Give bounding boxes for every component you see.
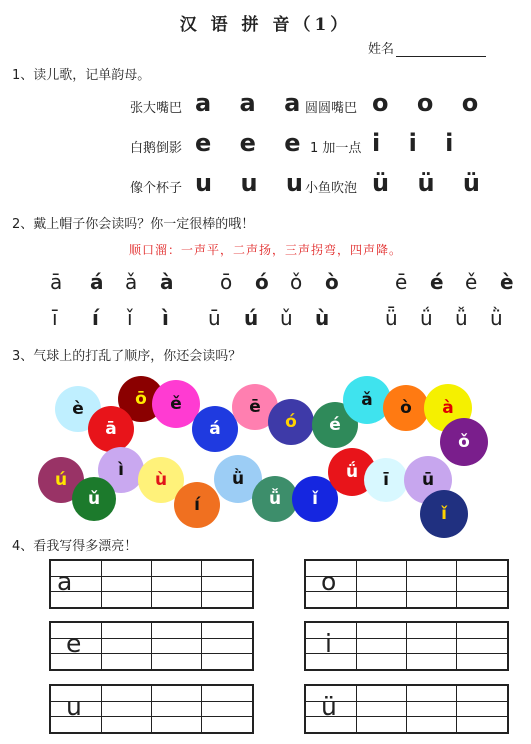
writing-letter: i bbox=[325, 629, 332, 658]
balloon: ǐ bbox=[292, 476, 338, 522]
rhyme-letters: u u u bbox=[195, 169, 313, 197]
writing-letter: e bbox=[66, 629, 82, 658]
balloon: ǜ bbox=[214, 455, 262, 503]
writing-letter: u bbox=[66, 692, 82, 721]
balloon: à bbox=[424, 384, 472, 432]
tone-mark: ù bbox=[315, 306, 330, 330]
tone-mark: í bbox=[92, 306, 99, 330]
name-underline[interactable] bbox=[396, 44, 486, 57]
rhyme-letters: i i i bbox=[372, 129, 464, 157]
tone-mark: ě bbox=[465, 270, 478, 294]
rhyme-letters: o o o bbox=[372, 89, 489, 117]
balloon: ó bbox=[268, 399, 314, 445]
question-1-prompt: 1、读儿歌，记单韵母。 bbox=[12, 68, 151, 83]
tone-mark: ē bbox=[395, 270, 408, 294]
balloon: ǔ bbox=[72, 477, 116, 521]
tone-mark: ǔ bbox=[280, 306, 293, 330]
question-3-prompt: 3、气球上的打乱了顺序，你还会读吗？ bbox=[12, 349, 242, 364]
tone-mark: ā bbox=[50, 270, 63, 294]
balloon: ā bbox=[88, 406, 134, 452]
tone-mark: ǚ bbox=[455, 306, 468, 330]
balloon: è bbox=[55, 386, 101, 432]
balloon: í bbox=[174, 482, 220, 528]
balloon: ù bbox=[138, 457, 184, 503]
tone-row-1 bbox=[0, 270, 531, 296]
tone-mark: ú bbox=[244, 306, 259, 330]
tone-mark: ò bbox=[325, 270, 339, 294]
writing-grid-e[interactable] bbox=[49, 621, 254, 671]
balloon: ǒ bbox=[440, 418, 488, 466]
writing-grid-i[interactable] bbox=[304, 621, 509, 671]
tone-mark: ǜ bbox=[490, 306, 503, 330]
name-label: 姓名 bbox=[367, 42, 394, 57]
writing-grid-v[interactable] bbox=[304, 684, 509, 734]
writing-letter: ü bbox=[321, 692, 337, 721]
rhyme-label: 像个杯子 bbox=[130, 181, 183, 196]
tone-mark: è bbox=[500, 270, 514, 294]
tone-mark: ǐ bbox=[127, 306, 133, 330]
tone-rhyme-note: 顺口溜：一声平，二声扬，三声拐弯，四声降。 bbox=[128, 243, 402, 257]
balloon: ò bbox=[383, 385, 429, 431]
balloon: ǚ bbox=[252, 476, 298, 522]
tone-mark: ǖ bbox=[385, 306, 398, 330]
tone-mark: ǒ bbox=[290, 270, 303, 294]
tone-mark: é bbox=[430, 270, 444, 294]
writing-grid-o[interactable] bbox=[304, 559, 509, 609]
balloon: á bbox=[192, 406, 238, 452]
tone-mark: ū bbox=[208, 306, 221, 330]
rhyme-label: 1 加一点 bbox=[310, 141, 362, 156]
rhyme-label: 圆圆嘴巴 bbox=[305, 101, 358, 116]
balloon: ú bbox=[38, 457, 84, 503]
tone-mark: ǘ bbox=[420, 306, 433, 330]
tone-mark: ì bbox=[162, 306, 169, 330]
rhyme-label: 小鱼吹泡 bbox=[305, 181, 358, 196]
writing-grid-u[interactable] bbox=[49, 684, 254, 734]
tone-mark: ó bbox=[255, 270, 269, 294]
rhyme-letters: a a a bbox=[195, 89, 311, 117]
writing-grid-a[interactable] bbox=[49, 559, 254, 609]
balloon: ǘ bbox=[328, 448, 376, 496]
tone-row-2 bbox=[0, 306, 531, 332]
rhyme-label: 张大嘴巴 bbox=[130, 101, 183, 116]
rhyme-letters: ü ü ü bbox=[372, 169, 490, 197]
question-2-prompt: 2、戴上帽子你会读吗？你一定很棒的哦！ bbox=[12, 217, 255, 232]
balloon: ō bbox=[118, 376, 164, 422]
balloon: ǐ bbox=[420, 490, 468, 538]
balloon: ǎ bbox=[343, 376, 391, 424]
name-field[interactable] bbox=[368, 38, 486, 57]
page-title: 汉 语 拼 音（1） bbox=[179, 15, 352, 35]
writing-letter: a bbox=[57, 567, 73, 596]
question-4-prompt: 4、看我写得多漂亮！ bbox=[12, 539, 138, 554]
tone-mark: á bbox=[90, 270, 104, 294]
balloon: ū bbox=[404, 456, 452, 504]
tone-mark: ī bbox=[52, 306, 58, 330]
balloon: ě bbox=[152, 380, 200, 428]
writing-letter: o bbox=[321, 567, 337, 596]
tone-mark: ō bbox=[220, 270, 233, 294]
tone-mark: ǎ bbox=[125, 270, 138, 294]
balloon: ì bbox=[98, 447, 144, 493]
balloon: ē bbox=[232, 384, 278, 430]
balloon: ī bbox=[364, 458, 408, 502]
balloon: é bbox=[312, 402, 358, 448]
tone-mark: à bbox=[160, 270, 174, 294]
rhyme-letters: e e e bbox=[195, 129, 311, 157]
rhyme-label: 白鹅倒影 bbox=[130, 141, 183, 156]
